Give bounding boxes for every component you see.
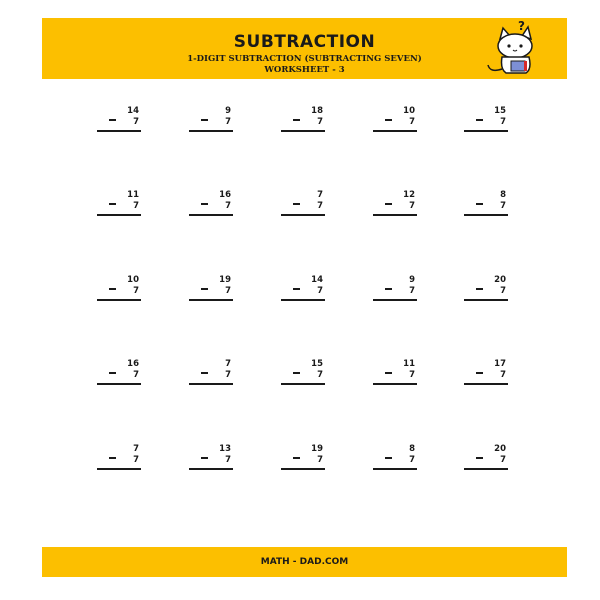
footer-site-label: MATH - DAD.COM (260, 557, 349, 567)
minuend: 7 (225, 359, 231, 369)
answer-line (281, 299, 325, 301)
subtrahend: 7 (500, 201, 506, 211)
answer-line (189, 299, 233, 301)
subtrahend: 7 (500, 286, 506, 296)
subtrahend: 7 (225, 286, 231, 296)
problem-card (97, 359, 141, 389)
minuend: 12 (403, 190, 415, 200)
subtrahend: 7 (225, 455, 231, 465)
minus-icon (476, 288, 483, 290)
minuend: 16 (219, 190, 231, 200)
question-mark: ? (518, 19, 525, 33)
problem-card (97, 106, 141, 136)
minus-icon (293, 119, 300, 121)
answer-line (464, 383, 508, 385)
problem-card (281, 359, 325, 389)
problem-card (281, 190, 325, 220)
answer-line (97, 214, 141, 216)
answer-line (464, 214, 508, 216)
minus-icon (201, 288, 208, 290)
minus-icon (293, 372, 300, 374)
subtrahend: 7 (409, 455, 415, 465)
problem-card (464, 190, 508, 220)
minuend: 15 (494, 106, 506, 116)
subtrahend: 7 (225, 117, 231, 127)
subtrahend: 7 (500, 370, 506, 380)
minuend: 14 (127, 106, 139, 116)
subtrahend: 7 (133, 201, 139, 211)
answer-line (97, 468, 141, 470)
answer-line (189, 383, 233, 385)
answer-line (281, 468, 325, 470)
footer-band (42, 547, 567, 577)
minuend: 15 (311, 359, 323, 369)
answer-line (464, 468, 508, 470)
minus-icon (385, 119, 392, 121)
answer-line (464, 299, 508, 301)
subtrahend: 7 (409, 286, 415, 296)
subtrahend: 7 (409, 117, 415, 127)
answer-line (189, 130, 233, 132)
answer-line (281, 214, 325, 216)
subtrahend: 7 (133, 286, 139, 296)
problem-card (464, 106, 508, 136)
minuend: 9 (409, 275, 415, 285)
subtrahend: 7 (133, 117, 139, 127)
answer-line (373, 299, 417, 301)
problem-card (189, 106, 233, 136)
minuend: 9 (225, 106, 231, 116)
minus-icon (385, 457, 392, 459)
subtrahend: 7 (500, 117, 506, 127)
minus-icon (293, 288, 300, 290)
subtrahend: 7 (317, 201, 323, 211)
minuend: 10 (403, 106, 415, 116)
minus-icon (476, 372, 483, 374)
problem-card (281, 275, 325, 305)
minuend: 13 (219, 444, 231, 454)
minus-icon (385, 203, 392, 205)
minuend: 7 (133, 444, 139, 454)
worksheet-title: SUBTRACTION (233, 32, 376, 52)
subtrahend: 7 (225, 201, 231, 211)
minus-icon (201, 119, 208, 121)
minuend: 19 (219, 275, 231, 285)
minus-icon (109, 119, 116, 121)
minus-icon (293, 203, 300, 205)
answer-line (189, 214, 233, 216)
minuend: 18 (311, 106, 323, 116)
answer-line (281, 130, 325, 132)
subtrahend: 7 (317, 455, 323, 465)
answer-line (97, 383, 141, 385)
subtrahend: 7 (500, 455, 506, 465)
problem-card (97, 444, 141, 474)
problem-card (281, 106, 325, 136)
subtrahend: 7 (225, 370, 231, 380)
minuend: 7 (317, 190, 323, 200)
minus-icon (476, 457, 483, 459)
minuend: 11 (127, 190, 139, 200)
subtrahend: 7 (409, 370, 415, 380)
subtrahend: 7 (317, 370, 323, 380)
minuend: 8 (500, 190, 506, 200)
minus-icon (109, 372, 116, 374)
minuend: 14 (311, 275, 323, 285)
answer-line (189, 468, 233, 470)
answer-line (373, 214, 417, 216)
problem-card (373, 106, 417, 136)
minus-icon (109, 203, 116, 205)
subtrahend: 7 (133, 455, 139, 465)
minuend: 20 (494, 444, 506, 454)
minus-icon (201, 372, 208, 374)
minuend: 19 (311, 444, 323, 454)
problem-card (97, 190, 141, 220)
minus-icon (201, 457, 208, 459)
subtrahend: 7 (317, 286, 323, 296)
minus-icon (293, 457, 300, 459)
problem-card (464, 359, 508, 389)
answer-line (464, 130, 508, 132)
minus-icon (109, 457, 116, 459)
problem-card (464, 444, 508, 474)
problem-card (189, 444, 233, 474)
problem-card (373, 444, 417, 474)
answer-line (97, 130, 141, 132)
problem-card (189, 275, 233, 305)
answer-line (373, 468, 417, 470)
minus-icon (109, 288, 116, 290)
minuend: 8 (409, 444, 415, 454)
minuend: 20 (494, 275, 506, 285)
problem-card (189, 190, 233, 220)
minus-icon (476, 119, 483, 121)
minus-icon (476, 203, 483, 205)
minuend: 17 (494, 359, 506, 369)
problem-card (464, 275, 508, 305)
worksheet-subtitle: 1-DIGIT SUBTRACTION (SUBTRACTING SEVEN) (187, 54, 422, 64)
minuend: 16 (127, 359, 139, 369)
cat-thinking-icon (478, 17, 548, 79)
problem-card (373, 359, 417, 389)
problem-card (97, 275, 141, 305)
minuend: 10 (127, 275, 139, 285)
minus-icon (385, 288, 392, 290)
minus-icon (201, 203, 208, 205)
answer-line (97, 299, 141, 301)
problem-card (373, 190, 417, 220)
problem-card (281, 444, 325, 474)
answer-line (281, 383, 325, 385)
worksheet-number: WORKSHEET - 3 (264, 65, 345, 75)
subtrahend: 7 (409, 201, 415, 211)
subtrahend: 7 (133, 370, 139, 380)
answer-line (373, 383, 417, 385)
problem-card (189, 359, 233, 389)
minus-icon (385, 372, 392, 374)
subtrahend: 7 (317, 117, 323, 127)
answer-line (373, 130, 417, 132)
minuend: 11 (403, 359, 415, 369)
problem-card (373, 275, 417, 305)
